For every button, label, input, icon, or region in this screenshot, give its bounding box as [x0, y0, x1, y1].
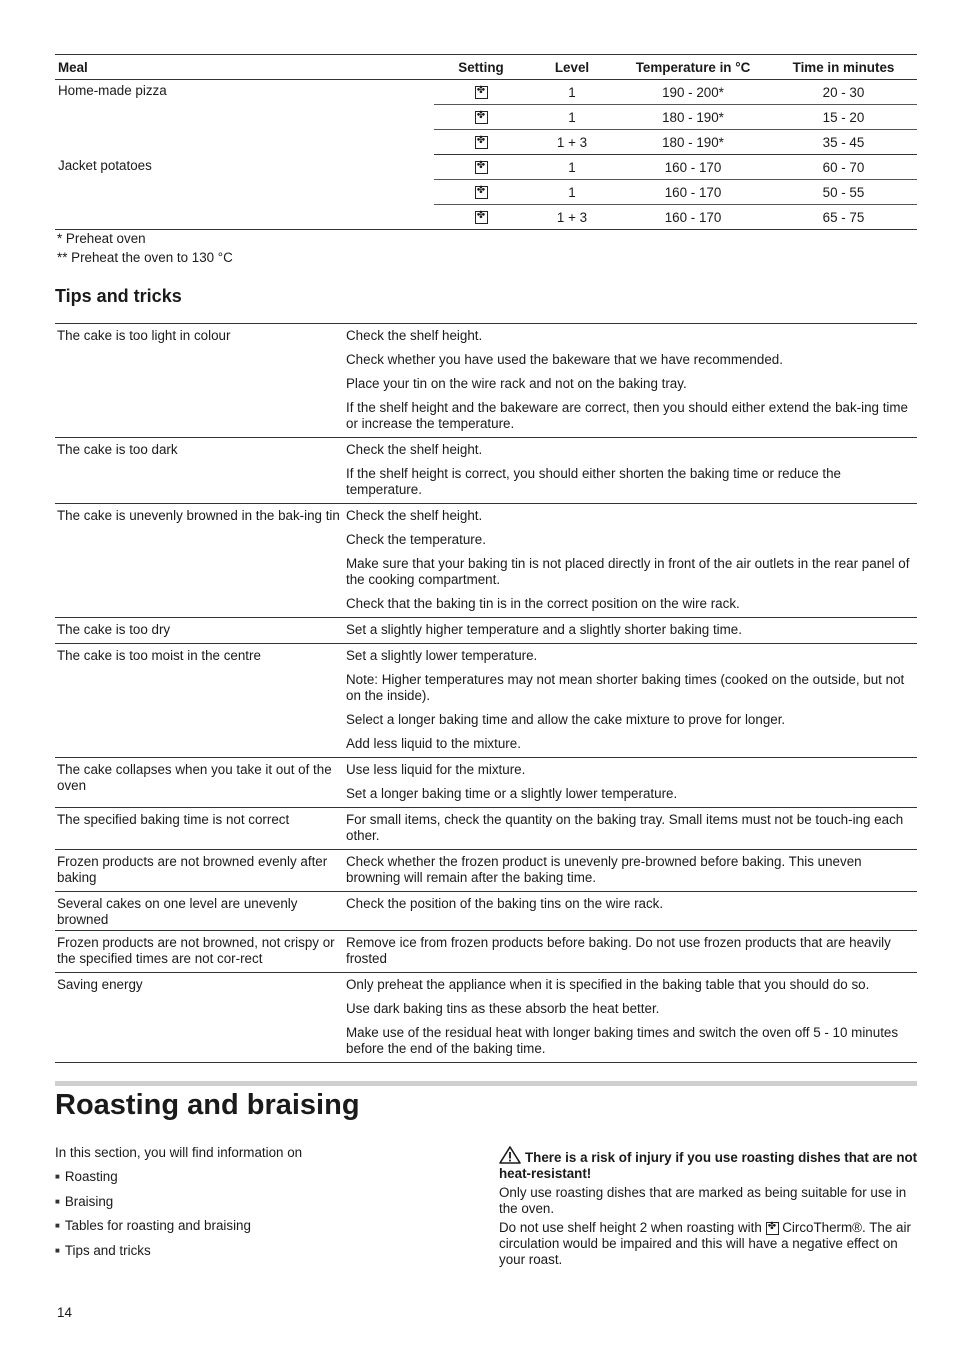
- temperature-cell: 180 - 190*: [616, 105, 770, 130]
- solution-text: Set a longer baking time or a slightly lower temperature.: [346, 786, 678, 801]
- solution-cell: [346, 506, 917, 615]
- solution-text: Check the shelf height.: [346, 508, 483, 523]
- problem-cell: Saving energy: [57, 977, 143, 992]
- level-cell: 1: [528, 105, 616, 130]
- tips-heading: Tips and tricks: [55, 286, 182, 306]
- level-cell: 1: [528, 180, 616, 205]
- time-cell: 65 - 75: [770, 205, 917, 230]
- tips-table: [55, 323, 917, 1063]
- intro-text: In this section, you will find information on: [55, 1145, 303, 1160]
- tips-row: [55, 973, 917, 1063]
- setting-cell: [434, 205, 528, 230]
- tips-row: [55, 850, 917, 892]
- solution-cell: [346, 440, 917, 501]
- top-bottom-heat-icon: [475, 186, 488, 199]
- problem-cell: The cake collapses when you take it out of the oven: [57, 762, 332, 793]
- tips-row: [55, 438, 917, 504]
- solution-cell: [346, 620, 917, 641]
- level-cell: 1: [568, 159, 576, 175]
- tips-row: [55, 504, 917, 618]
- temperature-cell: 190 - 200*: [662, 84, 724, 100]
- solution-text: Check the position of the baking tins on the wire rack.: [346, 896, 664, 911]
- solution-cell: [346, 933, 917, 970]
- problem-cell: The cake is too dry: [57, 622, 171, 637]
- level-cell: 1 + 3: [528, 205, 616, 230]
- time-cell: 20 - 30: [822, 84, 865, 100]
- problem-cell: The cake is too light in colour: [57, 328, 231, 343]
- solution-text: Only preheat the appliance when it is specified in the baking table that you should do so.: [346, 977, 870, 992]
- solution-text: Note: Higher temperatures may not mean shorter baking times (cooked on the outside, but not on the inside).: [346, 672, 905, 703]
- top-bottom-heat-icon: [475, 111, 488, 124]
- solution-text: Set a slightly higher temperature and a slightly shorter baking time.: [346, 622, 742, 637]
- solution-text: Make sure that your baking tin is not placed directly in front of the air outlets in the rear panel of the cooking compartment.: [346, 556, 910, 587]
- footnote-preheat: * Preheat oven: [57, 231, 146, 246]
- solution-text: Place your tin on the wire rack and not on the baking tray.: [346, 376, 687, 391]
- circotherm-icon: [475, 211, 488, 224]
- circotherm-icon: [766, 1222, 779, 1235]
- shelf-note: Do not use shelf height 2 when roasting with ✤ CircoTherm®. The air circulation would be impaired and this will have a negative effect on your roast.: [499, 1220, 919, 1268]
- warning-text: Only use roasting dishes that are marked as being suitable for use in the oven.: [499, 1185, 907, 1216]
- setting-cell: [434, 105, 528, 130]
- circotherm-icon: [475, 86, 488, 99]
- table-row: [55, 155, 917, 180]
- setting-cell: [434, 130, 528, 155]
- tips-row: [55, 892, 917, 931]
- solution-cell: [346, 852, 917, 889]
- list-item: ■ Braising: [55, 1191, 455, 1216]
- tips-row: [55, 644, 917, 758]
- time-cell: 50 - 55: [770, 180, 917, 205]
- list-item: ■ Roasting: [55, 1166, 455, 1191]
- problem-cell: The cake is too dark: [57, 442, 178, 457]
- solution-text: Use less liquid for the mixture.: [346, 762, 526, 777]
- section-intro: [55, 1144, 455, 1264]
- baking-table-header: [55, 55, 917, 80]
- problem-cell: Frozen products are not browned, not crispy or the specified times are not cor-rect: [57, 935, 335, 966]
- section-title: Roasting and braising: [55, 1089, 360, 1121]
- meal-cell: Home-made pizza: [58, 83, 167, 98]
- solution-text: Check whether you have used the bakeware that we have recommended.: [346, 352, 783, 367]
- problem-cell: The cake is unevenly browned in the bak-ing tin: [57, 508, 340, 523]
- solution-text: Check the shelf height.: [346, 328, 483, 343]
- solution-cell: [346, 646, 917, 755]
- problem-cell: Several cakes on one level are unevenly browned: [57, 896, 298, 927]
- solution-text: Remove ice from frozen products before baking. Do not use frozen products that are heavily frosted: [346, 935, 891, 966]
- temperature-cell: 160 - 170: [616, 180, 770, 205]
- col-temperature: Temperature in °C: [616, 55, 770, 80]
- temperature-cell: 180 - 190*: [616, 130, 770, 155]
- section-divider: [55, 1081, 917, 1086]
- list-item: ■ Tables for roasting and braising: [55, 1215, 455, 1240]
- solution-text: Make use of the residual heat with longer baking times and switch the oven off 5 - 10 minutes before the end of the baking time.: [346, 1025, 899, 1056]
- solution-text: Use dark baking tins as these absorb the heat better.: [346, 1001, 660, 1016]
- tips-row: [55, 758, 917, 808]
- footnote-preheat-130: ** Preheat the oven to 130 °C: [57, 250, 233, 265]
- tips-row: [55, 931, 917, 973]
- solution-text: Add less liquid to the mixture.: [346, 736, 521, 751]
- tips-row: [55, 618, 917, 644]
- time-cell: 60 - 70: [822, 159, 865, 175]
- col-setting: Setting: [434, 55, 528, 80]
- problem-cell: The specified baking time is not correct: [57, 812, 290, 827]
- solution-text: Check whether the frozen product is unevenly pre-browned before baking. This uneven browning will remain after the baking time.: [346, 854, 862, 885]
- warning-triangle-icon: [499, 1146, 521, 1164]
- solution-text: Select a longer baking time and allow the cake mixture to prove for longer.: [346, 712, 786, 727]
- col-level: Level: [528, 55, 616, 80]
- setting-cell: [434, 180, 528, 205]
- level-cell: 1: [568, 84, 576, 100]
- time-cell: 35 - 45: [770, 130, 917, 155]
- solution-cell: [346, 760, 917, 805]
- setting-cell: [434, 155, 528, 180]
- tips-row: [55, 808, 917, 850]
- solution-text: Check the temperature.: [346, 532, 486, 547]
- col-time: Time in minutes: [770, 55, 917, 80]
- solution-text: If the shelf height and the bakeware are correct, then you should either extend the bak-ing time or increase the temperature.: [346, 400, 909, 431]
- solution-cell: [346, 810, 917, 847]
- col-meal: Meal: [55, 55, 434, 80]
- baking-table: [55, 54, 917, 230]
- solution-cell: [346, 894, 917, 928]
- setting-cell: [434, 80, 528, 105]
- solution-text: Check that the baking tin is in the correct position on the wire rack.: [346, 596, 740, 611]
- page-number: 14: [57, 1305, 72, 1320]
- circotherm-icon: [475, 136, 488, 149]
- warning-box: [499, 1146, 919, 1271]
- problem-cell: The cake is too moist in the centre: [57, 648, 261, 663]
- solution-cell: [346, 975, 917, 1060]
- circotherm-icon: [475, 161, 488, 174]
- problem-cell: Frozen products are not browned evenly after baking: [57, 854, 328, 885]
- level-cell: 1 + 3: [528, 130, 616, 155]
- warning-heading: There is a risk of injury if you use roasting dishes that are not heat-resistant!: [499, 1150, 918, 1181]
- time-cell: 15 - 20: [770, 105, 917, 130]
- temperature-cell: 160 - 170: [616, 205, 770, 230]
- solution-text: Check the shelf height.: [346, 442, 483, 457]
- topic-list: [55, 1166, 455, 1264]
- table-row: [55, 80, 917, 105]
- solution-text: For small items, check the quantity on the baking tray. Small items must not be touch-ing each other.: [346, 812, 904, 843]
- list-item: ■ Tips and tricks: [55, 1240, 455, 1265]
- meal-cell: Jacket potatoes: [55, 155, 434, 230]
- temperature-cell: 160 - 170: [664, 159, 722, 175]
- solution-text: If the shelf height is correct, you should either shorten the baking time or reduce the temperature.: [346, 466, 841, 497]
- solution-text: Set a slightly lower temperature.: [346, 648, 538, 663]
- solution-cell: [346, 326, 917, 435]
- tips-row: [55, 324, 917, 438]
